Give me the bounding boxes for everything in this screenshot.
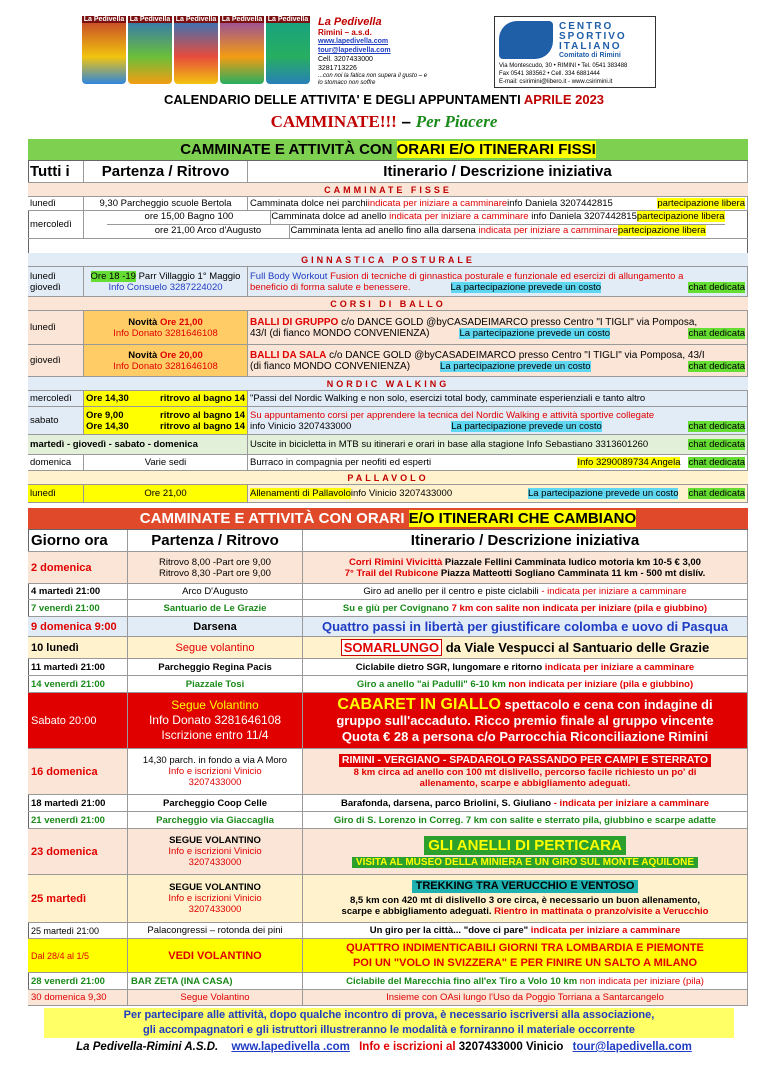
section-pallavolo: PALLAVOLO	[28, 471, 748, 485]
footer-contacts	[0, 1041, 768, 1053]
logo-tab-5: La Pedivella	[267, 16, 309, 23]
subrow	[126, 225, 705, 238]
desc-text-2: POI UN "VOLO IN SVIZZERA" E PER FINIRE UN SALTO A MILANO	[352, 956, 698, 969]
desc-text-2: (di fianco MONDO CONVENIENZA)	[250, 360, 411, 372]
event-start	[128, 552, 303, 583]
event-row	[28, 659, 748, 676]
logo-badge-2	[128, 16, 172, 84]
tag-costo: La partecipazione prevede un costo	[440, 360, 591, 372]
logo-badge-5	[266, 16, 310, 84]
start-place: Parr Villaggio 1° Maggio	[135, 270, 241, 282]
desc-text: 8,5 km con 420 mt di dislivello 3 ore circa, è necessario un buon allenamento,	[349, 895, 701, 906]
fixed-banner-a: CAMMINATE E ATTIVITÀ CON	[180, 141, 397, 158]
desc-title: BALLI DI GRUPPO	[250, 316, 339, 328]
desc-text: Giro a anello "ai Padulli" 6-10 km	[356, 678, 506, 690]
row-start: Varie sedi	[84, 455, 248, 470]
event-start	[128, 829, 303, 874]
desc-text: Uscite in bicicletta in MTB su itinerari e orari in base alla stagione Info Sebastiano 3313601260	[250, 439, 649, 450]
tag-chat: chat dedicata	[688, 439, 745, 450]
start-time-2: Ore 14,30	[86, 420, 129, 432]
desc-note: indicata per iniziare a camminare	[367, 198, 508, 209]
desc-text-2: beneficio di forma salute e benessere.	[250, 281, 411, 293]
event-row	[28, 923, 748, 939]
logo-strip	[82, 16, 312, 86]
event-day: Dal 28/4 al 1/5	[28, 939, 128, 972]
org-mail-link[interactable]: tour@lapedivella.com	[318, 47, 391, 54]
desc-info: info Daniela 3207442815	[528, 211, 637, 222]
event-desc	[303, 875, 748, 922]
desc-price: Quota € 28 a persona	[341, 728, 474, 744]
event-desc: Giro di S. Lorenzo in Correg. 7 km con salite e sterrato pila, giubbino e scarpe adatte	[303, 812, 748, 828]
event-row	[28, 990, 748, 1006]
event-start	[128, 749, 303, 794]
org-motto: ...con noi la fatica non supera il gusto – e lo stomaco non soffre	[318, 73, 428, 86]
subtitle-dash: –	[396, 112, 416, 131]
start-line-3: 3207433000	[188, 904, 242, 915]
event-row	[28, 829, 748, 875]
start-line-1: SEGUE VOLANTINO	[169, 835, 261, 846]
row-day: mercoledì	[28, 391, 84, 406]
start-line-3: 3207433000	[188, 857, 242, 868]
tag-chat: chat dedicata	[688, 327, 745, 339]
table-row	[28, 345, 748, 377]
row-day: mercoledì	[28, 211, 84, 238]
row-desc	[248, 435, 748, 454]
start-line-3: Iscrizione entro 11/4	[161, 728, 269, 742]
desc-text: Camminata dolce ad anello	[271, 211, 387, 222]
desc-info: info Vinicio 3207433000	[350, 488, 453, 499]
org-cell: Cell. 3207433000	[318, 56, 373, 63]
row-day: lunedì	[28, 485, 84, 502]
row-day	[28, 267, 84, 296]
row-desc	[290, 225, 705, 238]
table-row	[28, 311, 748, 345]
csi-name-2: SPORTIVO	[559, 31, 627, 42]
event-day: 10 lunedì	[28, 637, 128, 658]
logo-badge-3	[174, 16, 218, 84]
fixed-col-start: Partenza / Ritrovo	[84, 161, 248, 182]
event-row	[28, 812, 748, 829]
start-line-1: Segue Volantino	[171, 698, 259, 712]
new-badge: Novità	[128, 349, 158, 361]
day-2: giovedì	[30, 281, 61, 293]
org-sub: Rimini – a.s.d.	[318, 28, 372, 37]
start-time: Ore 9,00	[86, 409, 124, 421]
event-day: Sabato 20:00	[28, 693, 128, 748]
event-desc	[303, 659, 748, 675]
event-row	[28, 584, 748, 600]
event-start: Santuario de Le Grazie	[128, 600, 303, 616]
event-desc	[303, 584, 748, 599]
row-desc: "Passi del Nordic Walking e non solo, esercizi total body, camminate esperienziali e tanto altro	[248, 391, 748, 406]
row-group	[84, 211, 748, 238]
section-nordic: NORDIC WALKING	[28, 377, 748, 391]
start-place: ritrovo al bagno 14	[160, 393, 245, 404]
event-row	[28, 676, 748, 693]
variable-col-desc: Itinerario / Descrizione iniziativa	[303, 530, 748, 551]
footer-web-link[interactable]: www.lapedivella .com	[231, 1041, 350, 1053]
desc-note: indicata per iniziare a camminare	[528, 925, 681, 936]
event-day: 30 domenica 9,30	[28, 990, 128, 1005]
row-desc	[248, 311, 748, 344]
logo-tab-3: La Pedivella	[175, 16, 217, 23]
event-row	[28, 600, 748, 617]
event-row	[28, 617, 748, 637]
event-start: Parcheggio via Giaccaglia	[128, 812, 303, 828]
start-line-1: 14,30 parch. in fondo a via A Moro	[142, 755, 288, 766]
table-row	[28, 455, 748, 471]
section-ballo: CORSI DI BALLO	[28, 297, 748, 311]
event-day: 11 martedì 21:00	[28, 659, 128, 675]
desc-title: TREKKING TRA VERUCCHIO E VENTOSO	[412, 880, 639, 893]
row-day: martedì - giovedì - sabato - domenica	[28, 435, 248, 454]
row-day: sabato	[28, 407, 84, 434]
desc-text: c/o DANCE GOLD @byCASADEIMARCO presso Centro "I TIGLI" via Pomposa,	[338, 316, 698, 328]
desc-note: non indicata per iniziare (pila)	[577, 975, 704, 987]
desc-text: Su e giù per Covignano	[342, 602, 449, 614]
org-contact-block	[318, 16, 428, 87]
event-day: 25 martedì 21:00	[28, 923, 128, 938]
desc-text: Camminata lenta ad anello fino alla darsena	[290, 225, 476, 236]
event-start: BAR ZETA (INA CASA)	[128, 973, 303, 989]
start-time: Ore 14,30	[86, 393, 129, 404]
event-day: 4 martedì 21:00	[28, 584, 128, 599]
start-line-2: Info Donato 3281646108	[148, 713, 282, 727]
event-row	[28, 875, 748, 923]
event-desc	[303, 693, 748, 748]
tag-costo: La partecipazione prevede un costo	[459, 327, 611, 339]
desc-title: CABARET IN GIALLO	[337, 695, 501, 713]
row-day: lunedì	[28, 197, 84, 210]
event-day: 21 venerdì 21:00	[28, 812, 128, 828]
table-row	[28, 211, 748, 239]
fixed-banner	[28, 139, 748, 161]
desc-note: 7 km con salite non indicata per iniziare (pila e giubbino)	[448, 602, 708, 614]
footer-phone: 3207433000 Vinicio	[455, 1041, 564, 1053]
footer-info: Info e iscrizioni al	[359, 1041, 456, 1053]
desc-note: Rientro in mattinata o pranzo/visite a Verucchio	[491, 906, 709, 917]
event-day: 16 domenica	[28, 749, 128, 794]
footer-note	[44, 1008, 734, 1038]
desc-title: RIMINI - VERGIANO - SPADAROLO PASSANDO PER CAMPI E STERRATO	[339, 754, 711, 767]
event-day: 18 martedì 21:00	[28, 795, 128, 811]
fixed-banner-b: ORARI E/O ITINERARI FISSI	[396, 141, 596, 158]
start-info: Info Donato 3281646108	[113, 327, 218, 339]
org-web-link[interactable]: www.lapedivella.com	[318, 38, 389, 45]
tag-chat: chat dedicata	[688, 420, 745, 432]
org-name: La Pedivella	[318, 16, 382, 28]
row-start	[84, 407, 248, 434]
tag-chat: chat dedicata	[688, 360, 745, 372]
desc-text: Burraco in compagnia per neofiti ed esperti	[250, 457, 432, 468]
event-desc	[303, 552, 748, 583]
tag-libera: partecipazione libera	[636, 211, 725, 222]
desc-note: - indicata per iniziare a camminare	[551, 797, 709, 809]
desc-text: spettacolo e cena con indagine di	[500, 696, 713, 712]
tag-chat: chat dedicata	[688, 457, 745, 468]
csi-logo-box	[494, 16, 656, 88]
section-camminate-fisse: CAMMINATE FISSE	[28, 183, 748, 197]
footer-note-2: gli accompagnatori e gli istruttori illustreranno le modalità e forniranno il materiale occorrente	[142, 1024, 636, 1036]
desc-text: Su appuntamento corsi per apprendere la tecnica del Nordic Walking e attività sportive collegate	[250, 409, 655, 421]
variable-col-start: Partenza / Ritrovo	[128, 530, 303, 551]
desc-text-2: Piazza Matteotti Sogliano Camminata 11 km - 500 mt dislív.	[438, 567, 706, 579]
row-desc	[248, 197, 748, 210]
new-badge: Novità	[128, 316, 158, 328]
desc-text: VISITA AL MUSEO DELLA MINIERA E UN GIRO SUL MONTE AQUILONE	[352, 857, 698, 868]
csi-mail: E-mail: csirimini@libero.it - www.csirimini.it	[499, 79, 613, 85]
event-day: 9 domenica 9:00	[28, 617, 128, 636]
start-line-1: SEGUE VOLANTINO	[169, 882, 261, 893]
tag-chat: chat dedicata	[688, 488, 745, 499]
row-start: ore 15,00 Bagno 100	[107, 211, 271, 224]
variable-banner	[28, 508, 748, 530]
event-row-cabaret	[28, 693, 748, 749]
event-start: Palacongressi – rotonda dei pini	[128, 923, 303, 938]
desc-text: c/o DANCE GOLD @byCASADEIMARCO presso Centro "I TIGLI" via Pomposa, 43/I	[326, 349, 705, 361]
start-time: Ore 18 -19	[90, 270, 136, 282]
page-title	[0, 92, 768, 107]
csi-addr: Via Montescudo, 30 • RIMINI • Tel. 0541 383488	[499, 63, 628, 69]
event-desc	[303, 973, 748, 989]
event-desc: Insieme con OAsi lungo l'Uso da Poggio Torriana a Santarcangelo	[303, 990, 748, 1005]
start-line-2: Ritrovo 8,30 -Part ore 9,00	[159, 567, 271, 579]
event-start: Segue volantino	[128, 637, 303, 658]
event-row	[28, 552, 748, 584]
fixed-header-row	[28, 161, 748, 183]
event-row	[28, 939, 748, 973]
day-1: lunedì	[30, 270, 56, 282]
footer-org: La Pedivella-Rimini A.S.D.	[76, 1041, 219, 1053]
event-start: Piazzale Tosi	[128, 676, 303, 692]
event-start: Arco D'Augusto	[128, 584, 303, 599]
event-desc	[303, 923, 748, 938]
desc-text: Ciclabile del Marecchia fino all'ex Tiro a Volo 10 km	[346, 975, 578, 987]
desc-note: - indicata per iniziare a camminare	[538, 586, 687, 597]
subtitle-per-piacere: Per Piacere	[415, 112, 498, 131]
row-desc	[248, 345, 748, 376]
desc-text: Un giro per la città... "dove ci pare"	[369, 925, 529, 936]
row-start: 9,30 Parcheggio scuole Bertola	[84, 197, 248, 210]
event-start: Darsena	[128, 617, 303, 636]
csi-fax: Fax 0541 383562 • Cell. 334 6881444	[499, 71, 600, 77]
event-day: 14 venerdì 21:00	[28, 676, 128, 692]
logo-badge-4	[220, 16, 264, 84]
org-cell2: 3281713226	[318, 65, 357, 72]
desc-text: QUATTRO INDIMENTICABILI GIORNI TRA LOMBARDIA E PIEMONTE	[346, 941, 704, 954]
desc-title-2: 7° Trail del Rubicone	[344, 567, 439, 579]
row-start	[84, 311, 248, 344]
row-day: lunedì	[28, 311, 84, 344]
logo-tab-2: La Pedivella	[129, 16, 171, 23]
table-row	[28, 267, 748, 297]
tag-chat: chat dedicata	[688, 281, 745, 293]
event-desc	[303, 676, 748, 692]
event-day: 28 venerdì 21:00	[28, 973, 128, 989]
start-time: Ore 20,00	[157, 349, 203, 361]
start-line-3: 3207433000	[188, 777, 242, 788]
desc-title: Full Body Workout	[250, 270, 328, 282]
desc-title: Corri Rimini Vivicittà	[349, 556, 443, 568]
footer-note-1: Per partecipare alle attività, dopo qualche incontro di prova, è necessario iscriversi alla associazione,	[123, 1009, 655, 1021]
row-start: Ore 21,00	[84, 485, 248, 502]
event-day: 7 venerdì 21:00	[28, 600, 128, 616]
event-row	[28, 973, 748, 990]
event-start	[128, 693, 303, 748]
tag-libera: partecipazione libera	[617, 225, 706, 236]
event-start: Parcheggio Coop Celle	[128, 795, 303, 811]
event-desc	[303, 795, 748, 811]
row-start: ore 21,00 Arco d'Augusto	[126, 225, 290, 238]
event-day: 23 domenica	[28, 829, 128, 874]
variable-banner-a: CAMMINATE E ATTIVITÀ CON ORARI	[139, 510, 409, 527]
fixed-col-desc: Itinerario / Descrizione iniziativa	[248, 161, 748, 182]
desc-text: Piazzale Fellini Camminata ludico motoria km 10-5 € 3,00	[442, 556, 701, 568]
footer-mail-link[interactable]: tour@lapedivella.com	[572, 1041, 692, 1053]
start-place-2: ritrovo al bagno 14	[160, 420, 245, 432]
event-day: 2 domenica	[28, 552, 128, 583]
desc-info: Info 3290089734 Angela	[577, 457, 681, 468]
event-desc	[303, 829, 748, 874]
event-desc	[303, 637, 748, 658]
table-row	[28, 435, 748, 455]
desc-note: indicata per iniziare a camminare	[542, 661, 695, 673]
row-desc	[248, 455, 748, 470]
subrow	[107, 211, 724, 225]
desc-place: c/o Parrocchia Riconciliazione Rimini	[473, 728, 709, 744]
desc-text-2: 43/I (di fianco MONDO CONVENIENZA)	[250, 327, 430, 339]
event-desc	[303, 600, 748, 616]
tag-costo: La partecipazione prevede un costo	[451, 420, 602, 432]
start-info: Info Consuelo 3287224020	[108, 281, 223, 293]
title-month: APRILE 2023	[523, 92, 605, 107]
logo-badge-1	[82, 16, 126, 84]
title-main: CALENDARIO DELLE ATTIVITA' E DEGLI APPUNTAMENTI	[163, 92, 521, 107]
desc-text: da Viale Vespucci al Santuario delle Grazie	[442, 640, 710, 655]
event-desc	[303, 749, 748, 794]
row-desc	[248, 485, 748, 502]
event-start: VEDI VOLANTINO	[128, 939, 303, 972]
event-row	[28, 749, 748, 795]
csi-name-1: CENTRO	[559, 21, 614, 32]
event-row	[28, 637, 748, 659]
row-day: giovedì	[28, 345, 84, 376]
desc-text: Giro ad anello per il centro e piste ciclabili	[363, 586, 539, 597]
start-line-2: Info e iscrizioni Vinicio	[168, 893, 262, 904]
desc-text: Fusion di tecniche di ginnastica posturale e funzionale ed esercizi di allungamento a	[327, 270, 684, 282]
table-row	[28, 407, 748, 435]
table-row	[28, 197, 748, 211]
variable-header-row	[28, 530, 748, 552]
logo-tab-1: La Pedivella	[83, 16, 125, 23]
event-desc: Quattro passi in libertà per giustificare colomba e uovo di Pasqua	[303, 617, 748, 636]
desc-info: info Vinicio 3207433000	[250, 420, 352, 432]
start-place: ritrovo al bagno 14	[160, 409, 245, 421]
row-desc	[248, 267, 748, 296]
start-info: Info Donato 3281646108	[113, 360, 218, 372]
fixed-col-day: Tutti i	[28, 161, 84, 182]
desc-title: BALLI DA SALA	[250, 349, 327, 361]
event-start	[128, 875, 303, 922]
desc-note: non indicata per iniziare (pila e giubbino)	[505, 678, 694, 690]
event-row	[28, 795, 748, 812]
desc-text: Barafonda, darsena, parco Briolini, S. Giuliano	[341, 797, 552, 809]
desc-title: GLI ANELLI DI PERTICARA	[424, 836, 626, 855]
start-line-2: Info e iscrizioni Vinicio	[168, 846, 262, 857]
desc-text: Ciclabile dietro SGR, lungomare e ritorno	[355, 661, 543, 673]
tag-costo: La partecipazione prevede un costo	[450, 281, 602, 293]
tag-libera: partecipazione libera	[657, 198, 745, 209]
csi-sub: Comitato di Rimini	[559, 52, 621, 59]
row-start	[84, 391, 248, 406]
desc-text-2: scarpe e abbigliamento adeguati.	[341, 906, 492, 917]
event-start: Segue Volantino	[128, 990, 303, 1005]
table-row	[28, 485, 748, 503]
csi-name-3: ITALIANO	[559, 41, 622, 52]
variable-col-day: Giorno ora	[28, 530, 128, 551]
table-row	[28, 391, 748, 407]
row-desc	[248, 407, 748, 434]
subtitle-camminate: CAMMINATE!!!	[270, 112, 397, 131]
start-line-2: Info e iscrizioni Vinicio	[168, 766, 262, 777]
tag-costo: La partecipazione prevede un costo	[527, 488, 679, 499]
desc-note: indicata per iniziare a camminare	[475, 225, 618, 236]
row-start	[84, 345, 248, 376]
desc-text-2: gruppo sull'accaduto. Ricco premio finale al gruppo vincente	[336, 712, 714, 728]
page-subtitle	[0, 112, 768, 132]
desc-text: Allenamenti di Pallavolo	[250, 488, 351, 499]
desc-info: info Daniela 3207442815	[507, 198, 613, 209]
desc-text: Camminata dolce nei parchi	[250, 198, 368, 209]
row-start	[84, 267, 248, 296]
event-day: 25 martedì	[28, 875, 128, 922]
event-start: Parcheggio Regina Pacis	[128, 659, 303, 675]
logo-tab-4: La Pedivella	[221, 16, 263, 23]
start-line-1: Ritrovo 8,00 -Part ore 9,00	[159, 556, 271, 568]
event-desc	[303, 939, 748, 972]
csi-mark	[499, 21, 553, 59]
row-desc	[271, 211, 724, 224]
desc-text-2: allenamento, scarpe e abbigliamento adeguati.	[419, 778, 631, 789]
variable-banner-b: E/O ITINERARI CHE CAMBIANO	[408, 510, 637, 527]
desc-text: 8 km circa ad anello con 100 mt dislivello, percorso facile richiesto un po' di	[353, 767, 697, 778]
desc-note: indicata per iniziare a camminare	[386, 211, 529, 222]
section-ginnastica: GINNASTICA POSTURALE	[28, 253, 748, 267]
start-time: Ore 21,00	[157, 316, 203, 328]
desc-title: SOMARLUNGO	[341, 639, 442, 656]
row-day: domenica	[28, 455, 84, 470]
